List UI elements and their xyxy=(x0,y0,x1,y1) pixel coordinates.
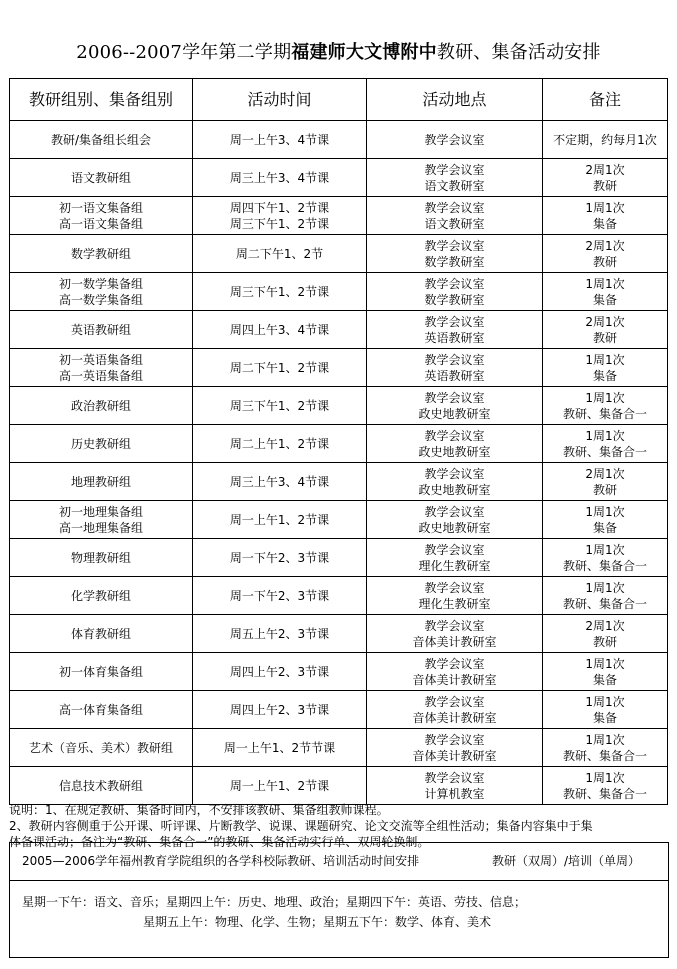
cell-place-line: 教学会议室 xyxy=(424,542,485,557)
cell-note-line: 集备 xyxy=(592,520,617,535)
cell-time xyxy=(193,577,367,615)
cell-place-line: 教学会议室 xyxy=(424,656,485,671)
cell-group-line: 初一体育集备组 xyxy=(58,664,143,679)
cell-group xyxy=(10,539,193,577)
cell-place xyxy=(367,463,543,501)
cell-place xyxy=(367,577,543,615)
cell-note-line: 集备 xyxy=(592,292,617,307)
cell-note-line: 教研 xyxy=(592,178,617,193)
cell-place-line: 音体美计教研室 xyxy=(412,672,497,687)
cell-place-line: 教学会议室 xyxy=(424,618,485,633)
cell-group xyxy=(10,425,193,463)
cell-place-line: 教学会议室 xyxy=(424,466,485,481)
cell-place xyxy=(367,425,543,463)
cell-group-line: 高一数学集备组 xyxy=(58,292,143,307)
cell-group xyxy=(10,615,193,653)
cell-group-line: 初一语文集备组 xyxy=(58,200,143,215)
cell-note-line: 1周1次 xyxy=(585,200,625,215)
cell-time xyxy=(193,235,367,273)
cell-group-line: 初一数学集备组 xyxy=(58,276,143,291)
cell-note-line: 教研、集备合一 xyxy=(562,558,647,573)
cell-note-line: 集备 xyxy=(592,710,617,725)
cell-place-line: 教学会议室 xyxy=(424,694,485,709)
page-title xyxy=(0,38,677,64)
cell-place-line: 教学会议室 xyxy=(424,238,485,253)
cell-time xyxy=(193,767,367,805)
cell-place-line: 教学会议室 xyxy=(424,352,485,367)
cell-place xyxy=(367,159,543,197)
cell-note-line: 教研、集备合一 xyxy=(562,596,647,611)
cell-note xyxy=(543,615,668,653)
cell-place-line: 数学教研室 xyxy=(424,292,485,307)
cell-time xyxy=(193,387,367,425)
cell-note-line: 1周1次 xyxy=(585,352,625,367)
district-title-line xyxy=(22,852,641,869)
cell-place-line: 英语教研室 xyxy=(424,368,485,383)
cell-note-line: 1周1次 xyxy=(585,504,625,519)
header-group: 教研组别、集备组别 xyxy=(10,79,193,121)
cell-note-line: 1周1次 xyxy=(585,390,625,405)
header-time: 活动时间 xyxy=(193,79,367,121)
cell-place-line: 政史地教研室 xyxy=(418,520,491,535)
table-row xyxy=(10,197,668,235)
cell-note-line: 集备 xyxy=(592,368,617,383)
cell-place-line: 教学会议室 xyxy=(424,276,485,291)
note-line-3: 体备课活动；备注为“教研、集备合一”的教研、集备活动实行单、双周轮换制。 xyxy=(9,835,430,849)
cell-note-line: 2周1次 xyxy=(585,466,625,481)
table-row xyxy=(10,577,668,615)
cell-place-line: 理化生教研室 xyxy=(418,558,491,573)
cell-place-line: 数学教研室 xyxy=(424,254,485,269)
table-row xyxy=(10,159,668,197)
cell-time xyxy=(193,197,367,235)
cell-note xyxy=(543,577,668,615)
cell-time xyxy=(193,159,367,197)
cell-time xyxy=(193,691,367,729)
cell-group-line: 高一英语集备组 xyxy=(58,368,143,383)
district-title: 2005—2006学年福州教育学院组织的各学科校际教研、培训活动时间安排 xyxy=(22,854,420,868)
cell-place-line: 教学会议室 xyxy=(424,314,485,329)
cell-place-line: 英语教研室 xyxy=(424,330,485,345)
cell-group-line: 高一体育集备组 xyxy=(58,702,143,717)
table-row xyxy=(10,539,668,577)
cell-time xyxy=(193,729,367,767)
cell-time-line: 周四下午1、2节课 xyxy=(229,200,330,215)
cell-time-line: 周三下午1、2节课 xyxy=(229,216,330,231)
cell-group xyxy=(10,387,193,425)
cell-place-line: 教学会议室 xyxy=(424,132,485,147)
cell-time-line: 周三上午3、4节课 xyxy=(229,474,330,489)
cell-group xyxy=(10,121,193,159)
cell-note xyxy=(543,539,668,577)
cell-note xyxy=(543,729,668,767)
cell-time xyxy=(193,121,367,159)
cell-time xyxy=(193,349,367,387)
cell-note xyxy=(543,121,668,159)
cell-time-line: 周三下午1、2节课 xyxy=(229,284,330,299)
cell-place-line: 政史地教研室 xyxy=(418,406,491,421)
cell-note-line: 教研 xyxy=(592,254,617,269)
cell-group-line: 化学教研组 xyxy=(70,588,131,603)
cell-place xyxy=(367,197,543,235)
table-row xyxy=(10,691,668,729)
cell-group xyxy=(10,501,193,539)
cell-place-line: 语文教研室 xyxy=(424,178,485,193)
cell-time-line: 周二上午1、2节课 xyxy=(229,436,330,451)
cell-group-line: 艺术（音乐、美术）教研组 xyxy=(28,740,173,755)
table-row xyxy=(10,273,668,311)
cell-place-line: 教学会议室 xyxy=(424,732,485,747)
header-place: 活动地点 xyxy=(367,79,543,121)
cell-time-line: 周三上午3、4节课 xyxy=(229,170,330,185)
note-line-1: 说明：1、在规定教研、集备时间内，不安排该教研、集备组教师课程。 xyxy=(9,803,389,817)
cell-note xyxy=(543,311,668,349)
cell-note xyxy=(543,349,668,387)
title-suffix: 教研、集备活动安排 xyxy=(436,42,601,63)
cell-group-line: 信息技术教研组 xyxy=(58,778,143,793)
cell-time-line: 周四上午3、4节课 xyxy=(229,322,330,337)
note-line-2: 2、教研内容侧重于公开课、听评课、片断教学、说课、课题研究、论文交流等全组性活动；集备内容集中于集 xyxy=(9,819,593,833)
cell-time xyxy=(193,615,367,653)
table-row xyxy=(10,311,668,349)
cell-group-line: 初一英语集备组 xyxy=(58,352,143,367)
cell-time-line: 周二下午1、2节课 xyxy=(229,360,330,375)
table-row xyxy=(10,501,668,539)
table-row xyxy=(10,121,668,159)
cell-note-line: 教研、集备合一 xyxy=(562,786,647,801)
cell-place-line: 语文教研室 xyxy=(424,216,485,231)
cell-note-line: 1周1次 xyxy=(585,580,625,595)
cell-place xyxy=(367,539,543,577)
table-row xyxy=(10,729,668,767)
cell-note-line: 教研、集备合一 xyxy=(562,406,647,421)
cell-group xyxy=(10,235,193,273)
table-header-row xyxy=(10,79,668,121)
district-schedule-box xyxy=(9,842,669,958)
cell-note-line: 1周1次 xyxy=(585,428,625,443)
cell-place xyxy=(367,615,543,653)
cell-time-line: 周一上午1、2节课 xyxy=(229,778,330,793)
cell-group xyxy=(10,197,193,235)
district-line-2: 星期一下午：语文、音乐；星期四上午：历史、地理、政治；星期四下午：英语、劳技、信息； xyxy=(22,895,527,909)
cell-note xyxy=(543,653,668,691)
cell-time-line: 周四上午2、3节课 xyxy=(229,702,330,717)
cell-group-line: 语文教研组 xyxy=(70,170,131,185)
cell-note-line: 1周1次 xyxy=(585,694,625,709)
table-row xyxy=(10,235,668,273)
table-row xyxy=(10,387,668,425)
cell-note xyxy=(543,235,668,273)
cell-time xyxy=(193,501,367,539)
cell-group-line: 地理教研组 xyxy=(70,474,131,489)
cell-place-line: 政史地教研室 xyxy=(418,482,491,497)
schedule-table xyxy=(9,78,668,805)
cell-place-line: 教学会议室 xyxy=(424,390,485,405)
cell-place-line: 音体美计教研室 xyxy=(412,710,497,725)
cell-time xyxy=(193,425,367,463)
cell-note-line: 1周1次 xyxy=(585,732,625,747)
cell-place xyxy=(367,691,543,729)
cell-time-line: 周四上午2、3节课 xyxy=(229,664,330,679)
cell-time xyxy=(193,539,367,577)
cell-time-line: 周三下午1、2节课 xyxy=(229,398,330,413)
cell-place-line: 音体美计教研室 xyxy=(412,634,497,649)
cell-place-line: 教学会议室 xyxy=(424,770,485,785)
cell-place xyxy=(367,729,543,767)
cell-time xyxy=(193,311,367,349)
cell-note-line: 1周1次 xyxy=(585,656,625,671)
cell-note-line: 教研 xyxy=(592,482,617,497)
district-mode: 教研（双周）/培训（单周） xyxy=(492,854,641,868)
cell-place xyxy=(367,121,543,159)
table-row xyxy=(10,615,668,653)
cell-group-line: 政治教研组 xyxy=(70,398,131,413)
cell-place xyxy=(367,653,543,691)
cell-group-line: 物理教研组 xyxy=(70,550,131,565)
cell-note-line: 教研、集备合一 xyxy=(562,444,647,459)
title-prefix: 2006--2007学年第二学期 xyxy=(76,42,292,63)
cell-note-line: 教研、集备合一 xyxy=(562,748,647,763)
cell-time-line: 周二下午1、2节 xyxy=(235,246,324,261)
cell-group-line: 教研/集备组长组会 xyxy=(50,132,152,147)
cell-note xyxy=(543,691,668,729)
cell-note xyxy=(543,387,668,425)
header-note: 备注 xyxy=(543,79,668,121)
cell-place-line: 教学会议室 xyxy=(424,162,485,177)
table-body xyxy=(10,121,668,805)
cell-group xyxy=(10,349,193,387)
cell-note xyxy=(543,273,668,311)
cell-note xyxy=(543,463,668,501)
cell-place-line: 教学会议室 xyxy=(424,580,485,595)
cell-place xyxy=(367,349,543,387)
district-line-3: 星期五上午：物理、化学、生物；星期五下午：数学、体育、美术 xyxy=(143,915,492,929)
cell-group xyxy=(10,463,193,501)
cell-note-line: 1周1次 xyxy=(585,276,625,291)
cell-place xyxy=(367,273,543,311)
cell-place-line: 理化生教研室 xyxy=(418,596,491,611)
cell-group-line: 高一语文集备组 xyxy=(58,216,143,231)
cell-note-line: 2周1次 xyxy=(585,618,625,633)
cell-note-line: 2周1次 xyxy=(585,162,625,177)
cell-time-line: 周一上午1、2节课 xyxy=(229,512,330,527)
cell-group-line: 数学教研组 xyxy=(70,246,131,261)
cell-note-line: 1周1次 xyxy=(585,770,625,785)
cell-note-line: 集备 xyxy=(592,672,617,687)
cell-group xyxy=(10,653,193,691)
cell-group-line: 高一地理集备组 xyxy=(58,520,143,535)
cell-time-line: 周一下午2、3节课 xyxy=(229,588,330,603)
cell-note xyxy=(543,159,668,197)
cell-note xyxy=(543,767,668,805)
cell-time xyxy=(193,273,367,311)
cell-time-line: 周一下午2、3节课 xyxy=(229,550,330,565)
cell-time xyxy=(193,463,367,501)
cell-group xyxy=(10,577,193,615)
cell-place-line: 教学会议室 xyxy=(424,200,485,215)
cell-time-line: 周一上午1、2节节课 xyxy=(223,740,336,755)
cell-time-line: 周一上午3、4节课 xyxy=(229,132,330,147)
cell-group-line: 体育教研组 xyxy=(70,626,131,641)
cell-place-line: 计算机教室 xyxy=(424,786,485,801)
cell-place xyxy=(367,235,543,273)
cell-group-line: 初一地理集备组 xyxy=(58,504,143,519)
cell-note-line: 1周1次 xyxy=(585,542,625,557)
table-row xyxy=(10,425,668,463)
cell-place xyxy=(367,387,543,425)
cell-group-line: 英语教研组 xyxy=(70,322,131,337)
table-row xyxy=(10,349,668,387)
box-divider xyxy=(10,880,668,881)
cell-group xyxy=(10,159,193,197)
cell-place-line: 音体美计教研室 xyxy=(412,748,497,763)
cell-note xyxy=(543,197,668,235)
cell-group xyxy=(10,691,193,729)
cell-place-line: 政史地教研室 xyxy=(418,444,491,459)
cell-place xyxy=(367,501,543,539)
cell-note-line: 不定期，约每月1次 xyxy=(553,132,657,147)
cell-place xyxy=(367,311,543,349)
cell-time xyxy=(193,653,367,691)
cell-note-line: 集备 xyxy=(592,216,617,231)
table-row xyxy=(10,653,668,691)
cell-place-line: 教学会议室 xyxy=(424,428,485,443)
cell-note-line: 教研 xyxy=(592,634,617,649)
table-row xyxy=(10,767,668,805)
cell-place xyxy=(367,767,543,805)
cell-time-line: 周五上午2、3节课 xyxy=(229,626,330,641)
title-school: 福建师大文博附中 xyxy=(291,42,437,63)
cell-note xyxy=(543,425,668,463)
cell-note xyxy=(543,501,668,539)
cell-group xyxy=(10,729,193,767)
cell-group xyxy=(10,767,193,805)
cell-group xyxy=(10,311,193,349)
cell-note-line: 教研 xyxy=(592,330,617,345)
cell-note-line: 2周1次 xyxy=(585,314,625,329)
cell-group-line: 历史教研组 xyxy=(70,436,131,451)
cell-note-line: 2周1次 xyxy=(585,238,625,253)
cell-group xyxy=(10,273,193,311)
cell-place-line: 教学会议室 xyxy=(424,504,485,519)
table-row xyxy=(10,463,668,501)
